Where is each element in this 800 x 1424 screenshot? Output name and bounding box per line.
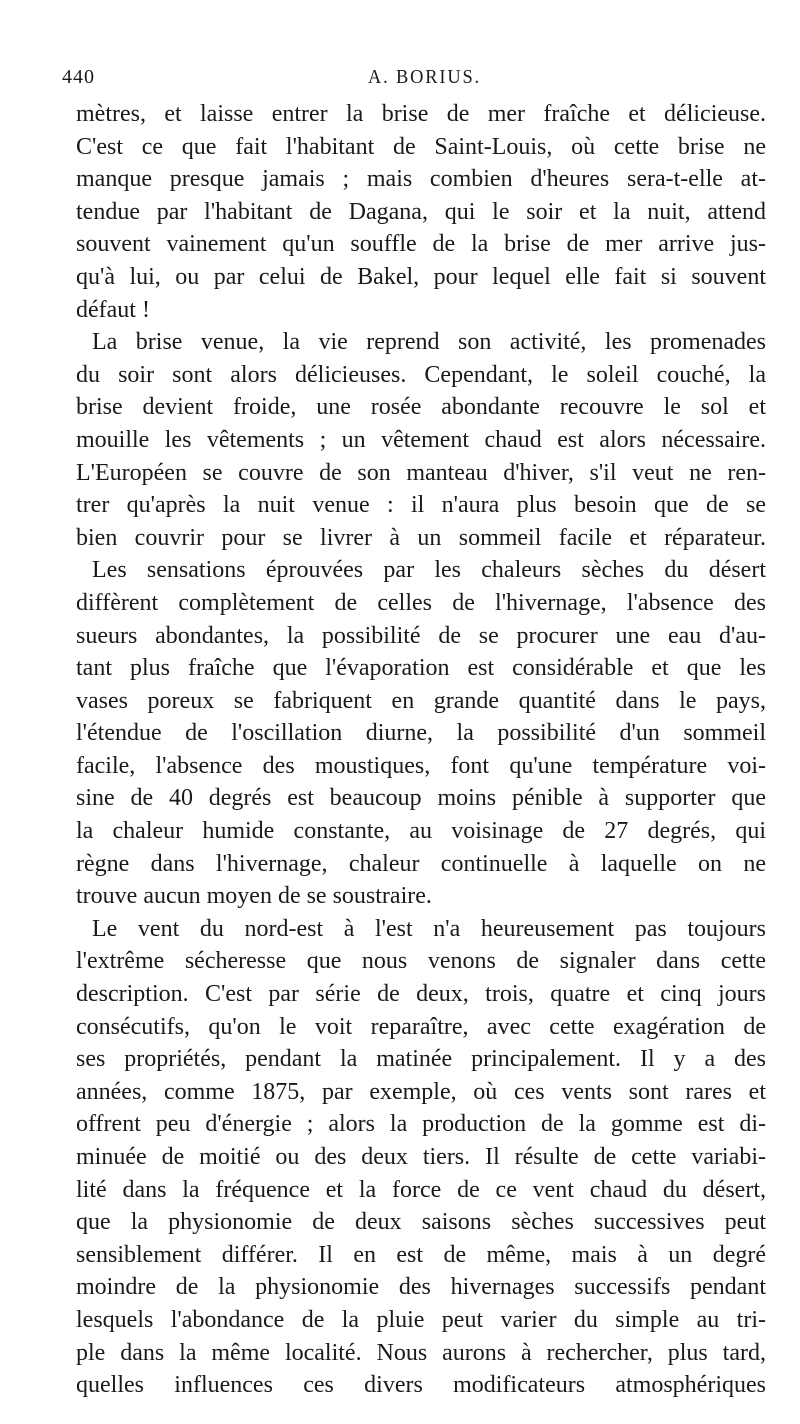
text-line: ple dans la même localité. Nous aurons à rechercher, plus tard, — [76, 1339, 766, 1366]
text-line: facile, l'absence des moustiques, font qu'une température voi- — [76, 752, 766, 779]
text-line: la chaleur humide constante, au voisinage de 27 degrés, qui — [76, 818, 766, 845]
text-line: mouille les vêtements ; un vêtement chaud est alors nécessaire. — [76, 426, 766, 453]
text-line: mètres, et laisse entrer la brise de mer fraîche et délicieuse. — [76, 101, 766, 127]
text-line: quelles influences ces divers modificateurs atmosphériques — [76, 1372, 766, 1399]
text-line: lesquels l'abondance de la pluie peut varier du simple au tri- — [76, 1306, 766, 1333]
text-line: diffèrent complètement de celles de l'hivernage, l'absence des — [76, 589, 766, 616]
page-number: 440 — [62, 66, 95, 88]
text-line: règne dans l'hivernage, chaleur continuelle à laquelle on ne — [76, 850, 766, 877]
text-line: vases poreux se fabriquent en grande quantité dans le pays, — [76, 687, 766, 714]
text-line: trouve aucun moyen de se soustraire. — [76, 883, 432, 910]
text-line: du soir sont alors délicieuses. Cependant, le soleil couché, la — [76, 361, 766, 388]
text-line: défaut ! — [76, 296, 150, 323]
text-line: sueurs abondantes, la possibilité de se procurer une eau d'au- — [76, 622, 766, 649]
text-line: tant plus fraîche que l'évaporation est considérable et que les — [76, 655, 766, 682]
text-line: années, comme 1875, par exemple, où ces vents sont rares et — [76, 1078, 766, 1105]
text-line: souvent vainement qu'un souffle de la brise de mer arrive jus- — [76, 231, 766, 258]
text-line: consécutifs, qu'on le voit reparaître, avec cette exagération de — [76, 1013, 766, 1040]
text-line: La brise venue, la vie reprend son activité, les promenades — [92, 329, 766, 356]
text-line: lité dans la fréquence et la force de ce vent chaud du désert, — [76, 1176, 766, 1203]
text-line: Les sensations éprouvées par les chaleurs sèches du désert — [92, 557, 766, 584]
text-line: manque presque jamais ; mais combien d'heures sera-t-elle at- — [76, 166, 766, 193]
text-line: ses propriétés, pendant la matinée principalement. Il y a des — [76, 1046, 766, 1073]
text-line: l'extrême sécheresse que nous venons de signaler dans cette — [76, 948, 766, 975]
body-text — [76, 98, 766, 1402]
text-line: tendue par l'habitant de Dagana, qui le soir et la nuit, attend — [76, 198, 766, 225]
text-line: description. C'est par série de deux, trois, quatre et cinq jours — [76, 981, 766, 1008]
text-line: bien couvrir pour se livrer à un sommeil facile et réparateur. — [76, 524, 766, 551]
text-line: que la physionomie de deux saisons sèches successives peut — [76, 1209, 766, 1236]
text-line: sensiblement différer. Il en est de même, mais à un degré — [76, 1241, 766, 1268]
text-line: Le vent du nord-est à l'est n'a heureusement pas toujours — [92, 915, 766, 942]
text-line: moindre de la physionomie des hivernages successifs pendant — [76, 1274, 766, 1301]
text-line: qu'à lui, ou par celui de Bakel, pour lequel elle fait si souvent — [76, 263, 766, 290]
running-head: A. BORIUS. — [368, 66, 481, 88]
text-line: trer qu'après la nuit venue : il n'aura plus besoin que de se — [76, 492, 766, 519]
text-line: minuée de moitié ou des deux tiers. Il résulte de cette variabi- — [76, 1144, 766, 1170]
text-line: offrent peu d'énergie ; alors la production de la gomme est di- — [76, 1111, 766, 1138]
text-line: sine de 40 degrés est beaucoup moins pénible à supporter que — [76, 785, 766, 812]
text-line: C'est ce que fait l'habitant de Saint-Louis, où cette brise ne — [76, 133, 766, 160]
text-line: L'Européen se couvre de son manteau d'hiver, s'il veut ne ren- — [76, 459, 766, 486]
text-line: brise devient froide, une rosée abondante recouvre le sol et — [76, 394, 766, 421]
page-header — [62, 66, 582, 90]
text-line: l'étendue de l'oscillation diurne, la possibilité d'un sommeil — [76, 720, 766, 747]
